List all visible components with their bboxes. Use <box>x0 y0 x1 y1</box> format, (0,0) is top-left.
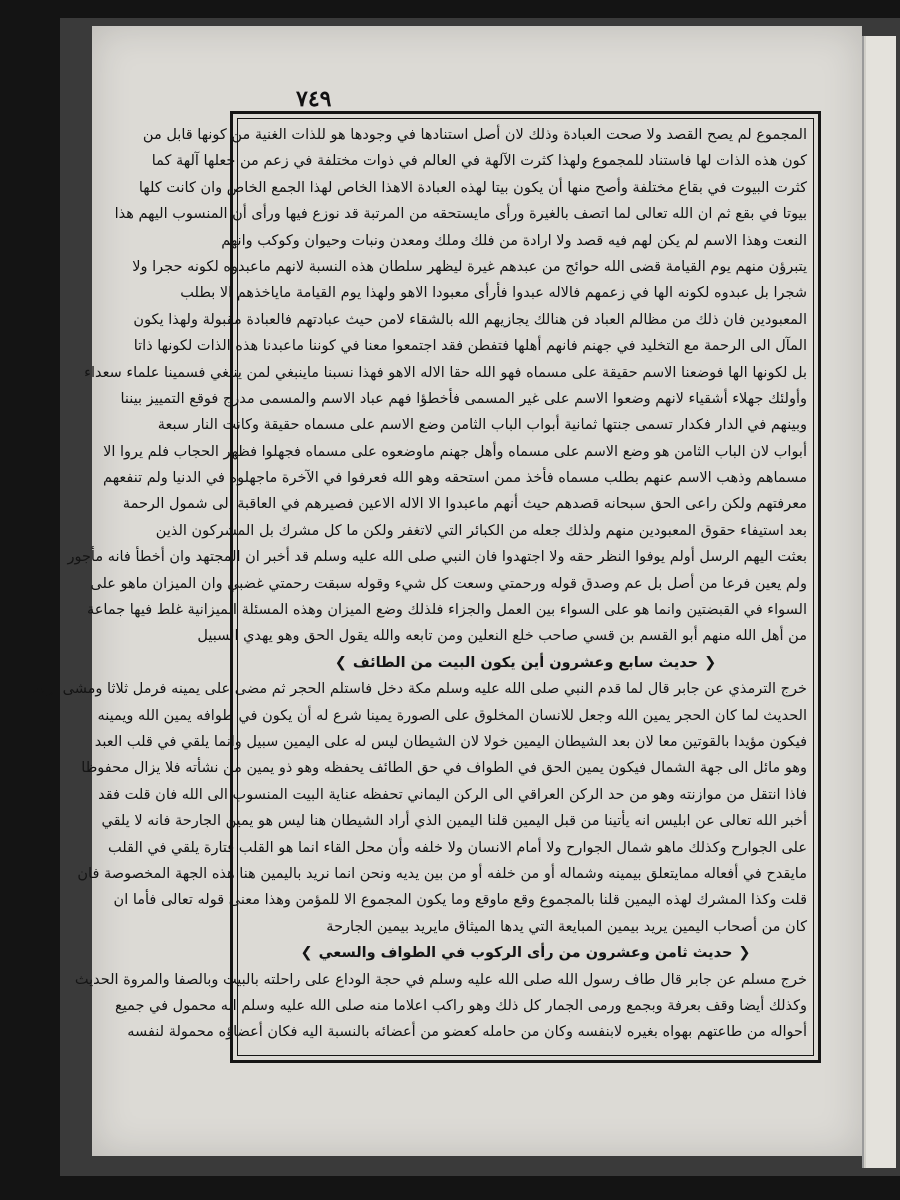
text-line: الحديث لما كان الحجر يمين الله وجعل للانسان المخلوق على الصورة يمينا شرع له أن يكون في طوافه يمين الله ويمينه <box>97 707 807 724</box>
text-line: المجموع لم يصح القصد ولا صحت العبادة وذلك لان أصل استنادها في وجودها هو للذات الغنية من كونها قابل من <box>142 127 807 143</box>
section-heading <box>244 650 807 676</box>
text-line: كثرت البيوت في بقاع مختلفة وأصح منها أن يكون بيتا لهذه العبادة الاهذا الخاص لهذا الجمع الخاص وان كانت كلها <box>138 179 807 196</box>
text-line: أخبر الله تعالى عن ابليس انه يأتينا من قبل اليمين قلنا اليمين الذي أراد الشيطان هنا ليس هو يمين الجارحة فانه لا يلقي <box>101 813 807 830</box>
text-line: كون هذه الذات لها فاستناد للمجموع ولهذا كثرت الآلهة في العالم في ذوات مختلفة في زعم من جعلها آلهة كما <box>151 153 807 170</box>
text-line: شجرا بل عبدوه لكونه الها في زعمهم فالاله عبدوا فأرأى معبودا الاهو ولهذا يوم القيامة ماياخذهم الا بطلب <box>180 285 807 302</box>
text-line: السواء في القبضتين وانما هو على السواء بين العمل والجزاء فلذلك وضع الميزان وهذه المسئلة الميزانية غلط فيها جماعة <box>86 602 807 619</box>
ornament-bracket-icon: ❯ <box>334 654 347 671</box>
text-line: يتبرؤن منهم يوم القيامة قضى الله حوائج من عبدهم غيرة ليظهر سلطان هذه النسبة لانهم ماعبدوه لكونه حجرا ولا <box>132 258 807 275</box>
main-text-block <box>31 122 807 1052</box>
text-line: مسماهم وذهب الاسم عنهم بطلب مسماه فأخذ ممن استحقه وهو الله فعرفوا في الآخرة ماجهلوه في الدنيا ولم تنفعهم <box>103 470 807 487</box>
section-heading <box>244 940 807 966</box>
text-line: وهو مائل الى جهة الشمال فيكون يمين الحق في الطواف في حق الطائف يحفظه وهو ذو يمين من نشأته فلا يزال محفوظا <box>81 760 807 777</box>
text-line: أحواله من طاعتهم بهواه بغيره لابنفسه وكان من حامله كعضو من أعضائه بالنسبة اليه فكان أعضاؤه محمولة لنفسه <box>127 1024 807 1041</box>
text-line: من أهل الله منهم أبو القسم بن قسي صاحب خلع النعلين ومن تابعه والله يقول الحق وهو يهدي السبيل <box>197 628 807 645</box>
text-line: معرفتهم ولكن راعى الحق سبحانه قصدهم حيث أنهم ماعبدوا الا الاله الاعين فصيرهم في العاقبة الى شمول الرحمة <box>122 496 807 513</box>
text-line: فيكون مؤيدا بالقوتين معا لان بعد الشيطان اليمين خولا لان الشيطان ليس له على اليمين سبيل وانما يلقي في قلب العبد <box>94 733 807 750</box>
ornament-bracket-icon: ❮ <box>704 654 717 671</box>
page-number: ٧٤٩ <box>296 86 332 112</box>
text-line: ولم يعين فرعا من أصل بل عم وصدق قوله ورحمتي وسعت كل شيء وقوله سبقت رحمتي غضبي وان الميزان ماهو على <box>90 575 807 592</box>
text-line: بعد استيفاء حقوق المعبودين منهم ولذلك جعله من الكبائر التي لاتغفر ولكن ما كل مشرك بل المشركون الذين <box>155 522 807 539</box>
text-line: فاذا انتقل من موازنته وهو من حد الركن العراقي الى الركن اليماني تحفظه عناية البيت المنسوب الى الله فان قلت فقد <box>98 786 807 803</box>
text-line: بل لكونها الها فوضعنا الاسم حقيقة على مسماه فهو الله حقا الاله الاهو فهذا نسبنا ماينبغي لمن ينبغي فسمينا علماء سعداء <box>84 364 807 381</box>
text-line: المآل الى الرحمة مع التخليد في جهنم فانهم أهلها فتفطن فقد اجتمعوا معنا في كوننا ماعبدنا هذه الذات لكونها ذاتا <box>133 338 807 355</box>
text-line: خرج الترمذي عن جابر قال لما قدم النبي صلى الله عليه وسلم مكة دخل فاستلم الحجر ثم مضى على يمينه فرمل ثلاثا ومشى أربعا <box>31 681 807 698</box>
text-line: وبينهم في الدار فكدار تسمى جنتها ثمانية أبواب الباب الثامن وضع الاسم على مسماه حقيقة وكانت النار سبعة <box>157 417 807 434</box>
text-line: بيوتا في بقع ثم ان الله تعالى لما اتصف بالغيرة ورأى مايستحقه من المرتبة قد نوزع فيها ورأى أن المنسوب اليهم هذا <box>114 206 807 223</box>
page-edges <box>862 36 896 1168</box>
text-line: على الجوارح وكذلك ماهو شمال الجوارح ولا أمام الانسان ولا خلفه وأن محل القاء انما هو القلب فتارة يلقي في القلب <box>107 839 807 856</box>
text-line: مايقدح في أفعاله ممايتعلق بيمينه وشماله أو من خلفه أو من بين يديه ونحن انما نريد باليمين هنا هذه الجهة المخصوصة فان <box>77 865 807 882</box>
text-line: المعبودين فان ذلك من مظالم العباد فن هنالك يجازيهم الله بالشقاء لامن حيث عبادتهم فالعبادة مقبولة ولهذا يكون <box>133 311 807 328</box>
text-line: النعت وهذا الاسم لم يكن لهم فيه قصد ولا ارادة من فلك وملك ومعدن ونبات وحيوان وكوكب وانهم <box>221 232 807 249</box>
text-line: خرج مسلم عن جابر قال طاف رسول الله صلى الله عليه وسلم في حجة الوداع على راحلته بالبيت وبالصفا والمروة الحديث <box>74 971 807 988</box>
text-line: وأولئك جهلاء أشقياء لانهم وضعوا الاسم على غير المسمى فأخطؤا فهم عباد الاسم والمسمى مدرج فوقع التمييز بيننا <box>120 390 807 407</box>
text-line: قلت وكذا المشرك لهذه اليمين قلنا بالمجموع وقع ماوقع وما يكون المجموع الا للمؤمن وهذا معنى قوله تعالى فأما ان <box>113 892 807 909</box>
text-line: بعثت اليهم الرسل أولم يوفوا النظر حقه ولا اجتهدوا فان النبي صلى الله عليه وسلم قد أخبر ان المجتهد وان أخطأ فانه مأجور <box>67 549 807 566</box>
text-line: وكذلك أيضا وقف بعرفة وبجمع ورمى الجمار كل ذلك وهو راكب اعلاما منه صلى الله عليه وسلم انه محمول في جميع <box>114 997 807 1014</box>
ornament-bracket-icon: ❯ <box>300 945 313 962</box>
ornament-bracket-icon: ❮ <box>738 945 751 962</box>
section-heading-text: حديث سابع وعشرون أين يكون البيت من الطائف <box>352 654 699 671</box>
text-line: أبواب لان الباب الثامن هو وضع الاسم على مسماه وأهل جهنم ماوضعوه على مسماه فجهلوا فظهر الحجاب فلم يروا الا <box>103 443 807 460</box>
text-line: كان من أصحاب اليمين يريد بيمين المبايعة التي يدها الميثاق مايريد بيمين الجارحة <box>326 918 807 935</box>
section-heading-text: حديث ثامن وعشرون من رأى الركوب في الطواف والسعي <box>318 945 733 962</box>
